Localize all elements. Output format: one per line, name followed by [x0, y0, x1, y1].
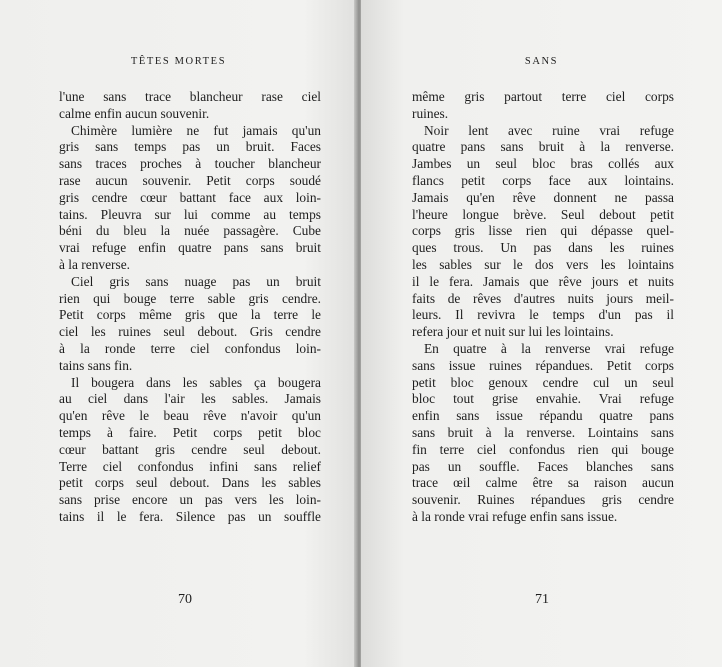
text-line: flancs petit corps face aux lointains.	[412, 172, 674, 188]
text-line: gris sans temps pas un bruit. Faces	[59, 139, 321, 155]
text-line: les sables sur le dos vers les lointains	[412, 256, 674, 272]
text-line: Chimère lumière ne fut jamais qu'un	[71, 122, 321, 138]
text-line: quatre pans sans bruit à la renverse.	[412, 139, 674, 155]
text-line: faits de rêves d'autres nuits jours meil-	[412, 290, 674, 306]
left-page	[0, 0, 357, 667]
text-line: ruines.	[412, 105, 449, 121]
text-line: rase aucun souvenir. Petit corps soudé	[59, 172, 321, 188]
text-line: calme enfin aucun souvenir.	[59, 105, 210, 121]
text-line: sans prise encore un pas vers les loin-	[59, 492, 321, 508]
text-line: sans bruit à la renverse. Lointains sans	[412, 424, 674, 440]
text-line: sans issue ruines répandues. Petit corps	[412, 357, 674, 373]
text-line: ques trous. Un pas dans les ruines	[412, 240, 674, 256]
text-line: même gris partout terre ciel corps	[412, 89, 674, 104]
text-line: Il bougera dans les sables ça bougera	[71, 374, 321, 390]
text-line: à la ronde vrai refuge enfin sans issue.	[412, 508, 618, 524]
text-line: l'une sans trace blancheur rase ciel	[59, 89, 321, 104]
text-line: à la ronde terre ciel confondus loin-	[59, 340, 321, 356]
text-line: petit corps seul debout. Dans les sables	[59, 475, 321, 491]
text-line: bloc tout grise envahie. Vrai refuge	[412, 391, 674, 407]
text-line: trace œil calme être sa raison aucun	[412, 475, 674, 491]
text-line: au ciel dans l'air les sables. Jamais	[59, 391, 321, 407]
text-line: tains. Pleuvra sur lui comme au temps	[59, 206, 321, 222]
text-line: corps gris lisse rien qui dépasse quel-	[412, 223, 674, 239]
text-line: tains il le fera. Silence pas un souffle	[59, 508, 321, 524]
text-line: gris cendre cœur battant face aux loin-	[59, 189, 321, 205]
page-number-right: 71	[535, 592, 549, 607]
text-line: Petit corps même gris que la terre le	[59, 307, 321, 323]
text-line: Jamais qu'en rêve donnent ne passa	[412, 189, 674, 205]
text-line: Ciel gris sans nuage pas un bruit	[71, 273, 321, 289]
text-line: cœur battant gris cendre seul debout.	[59, 441, 321, 457]
text-line: l'heure longue brève. Seul debout petit	[412, 206, 674, 222]
running-head-right: SANS	[524, 56, 559, 67]
text-block-right	[412, 89, 674, 526]
text-line: il le fera. Jamais que rêve jours et nuits	[412, 273, 674, 289]
running-head-left: TÊTES MORTES	[130, 56, 227, 67]
text-line: temps à faire. Petit corps petit bloc	[59, 424, 321, 440]
page-number-left: 70	[178, 592, 192, 607]
text-line: vrai refuge enfin quatre pans sans bruit	[59, 240, 321, 256]
text-line: petit bloc genoux cendre cul un seul	[412, 374, 674, 390]
text-line: ciel les ruines seul debout. Gris cendre	[59, 324, 321, 340]
text-line: enfin sans issue répandu quatre pans	[412, 408, 674, 424]
text-line: leurs. Il revivra le temps d'un pas il	[412, 307, 674, 323]
text-line: qu'en rêve le beau rêve n'avoir qu'un	[59, 408, 321, 424]
text-line: Jambes un seul bloc bras collés aux	[412, 156, 674, 172]
right-page	[361, 0, 722, 667]
text-line: béni du bleu la nuée passagère. Cube	[59, 223, 321, 239]
text-line: En quatre à la renverse vrai refuge	[424, 340, 674, 356]
text-line: fin terre ciel confondus rien qui bouge	[412, 441, 674, 457]
text-line: tains sans fin.	[59, 357, 133, 373]
text-line: à la renverse.	[59, 256, 131, 272]
text-block-left	[59, 89, 321, 526]
text-line: pas un souffle. Faces blanches sans	[412, 458, 674, 474]
text-line: souvenir. Ruines répandues gris cendre	[412, 492, 674, 508]
text-line: Noir lent avec ruine vrai refuge	[424, 122, 674, 138]
text-line: Terre ciel confondus infini sans relief	[59, 458, 321, 474]
text-line: sans traces proches à toucher blancheur	[59, 156, 321, 172]
text-line: refera jour et nuit sur lui les lointains.	[412, 324, 614, 340]
text-line: rien qui bouge terre sable gris cendre.	[59, 290, 321, 306]
